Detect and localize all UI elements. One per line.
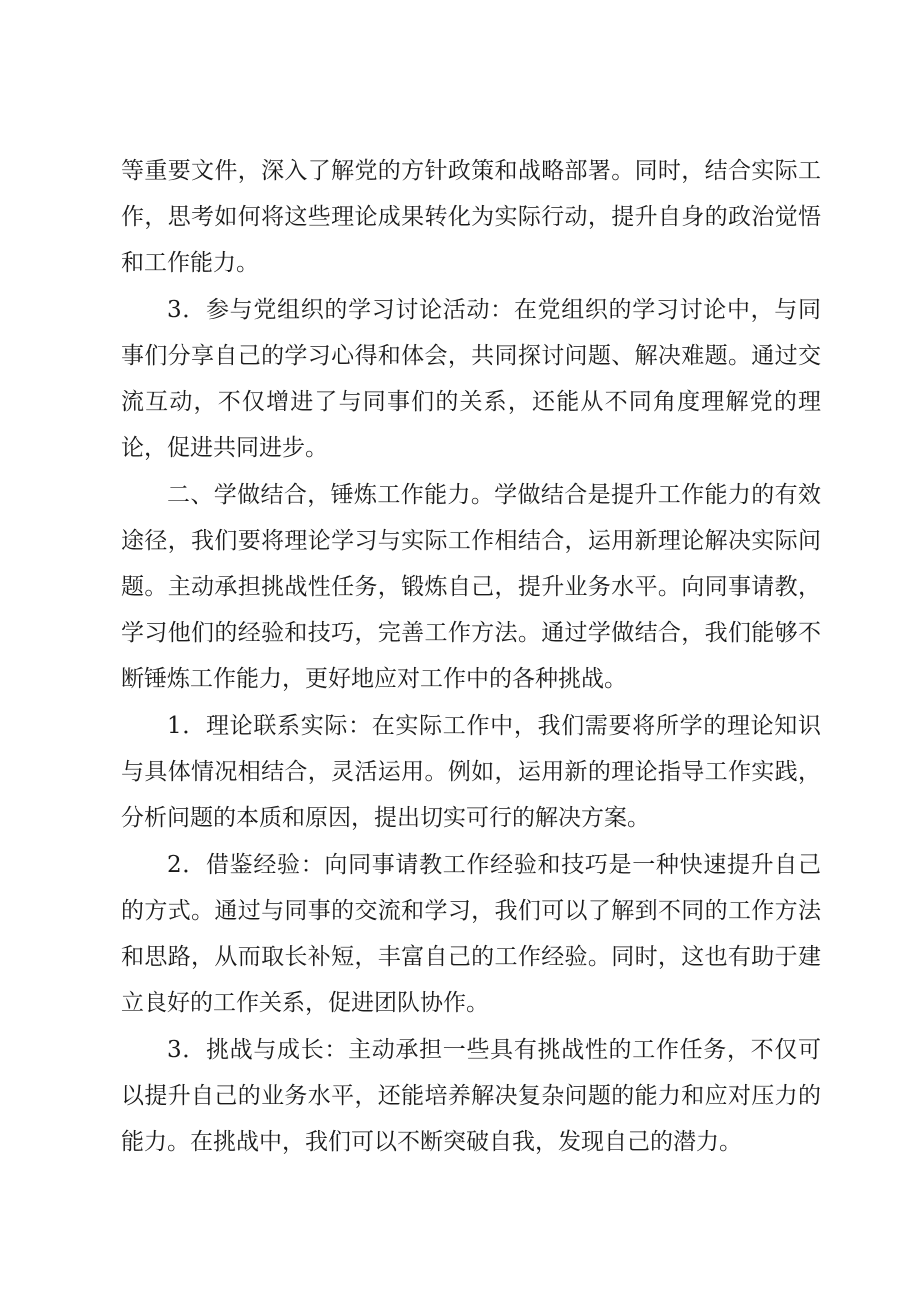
- paragraph-section-2-heading: 二、学做结合，锤炼工作能力。学做结合是提升工作能力的有效途径，我们要将理论学习与实际工作相结合，运用新理论解决实际问题。主动承担挑战性任务，锻炼自己，提升业务水平。向同事请教，学习他们的经验和技巧，完善工作方法。通过学做结合，我们能够不断锤炼工作能力，更好地应对工作中的各种挑战。: [121, 482, 821, 692]
- paragraph-item-3-discussion: 3．参与党组织的学习讨论活动：在党组织的学习讨论中，与同事们分享自己的学习心得和体会，共同探讨问题、解决难题。通过交流互动，不仅增进了与同事们的关系，还能从不同角度理解党的理论，促进共同进步。: [121, 297, 821, 461]
- paragraph-continuation: 等重要文件，深入了解党的方针政策和战略部署。同时，结合实际工作，思考如何将这些理论成果转化为实际行动，提升自身的政治觉悟和工作能力。: [121, 158, 821, 276]
- paragraph-item-1-theory-practice: 1．理论联系实际：在实际工作中，我们需要将所学的理论知识与具体情况相结合，灵活运用。例如，运用新的理论指导工作实践，分析问题的本质和原因，提出切实可行的解决方案。: [121, 713, 821, 831]
- document-body: [121, 148, 821, 1166]
- paragraph-item-3-challenge: 3．挑战与成长：主动承担一些具有挑战性的工作任务，不仅可以提升自己的业务水平，还能培养解决复杂问题的能力和应对压力的能力。在挑战中，我们可以不断突破自我，发现自己的潜力。: [121, 1037, 821, 1155]
- paragraph-item-2-experience: 2．借鉴经验：向同事请教工作经验和技巧是一种快速提升自己的方式。通过与同事的交流和学习，我们可以了解到不同的工作方法和思路，从而取长补短，丰富自己的工作经验。同时，这也有助于建立良好的工作关系，促进团队协作。: [121, 852, 821, 1016]
